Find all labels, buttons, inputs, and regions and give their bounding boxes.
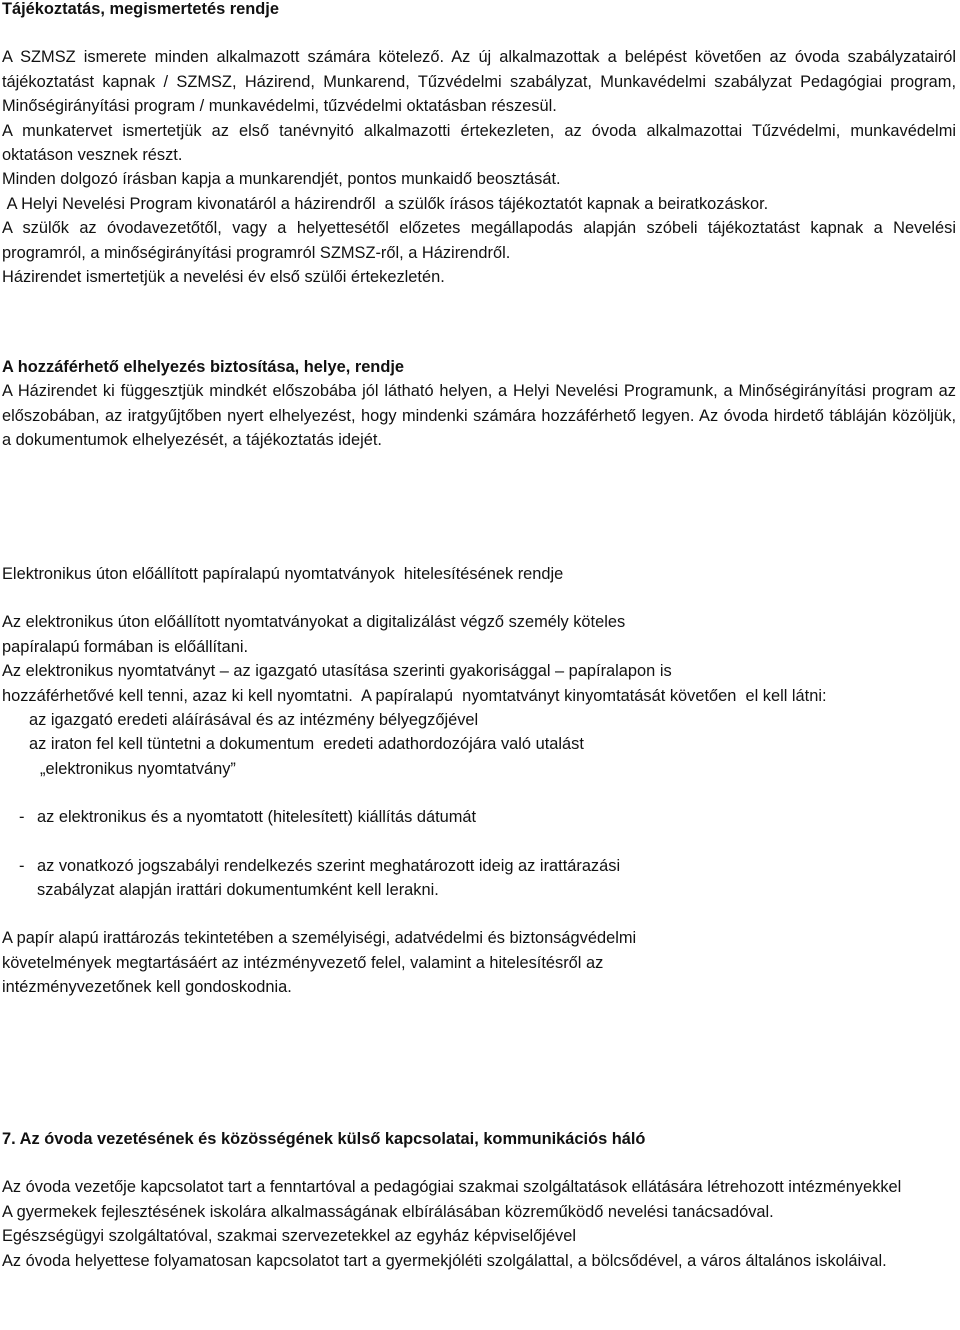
- section-heading: A hozzáférhető elhelyezés biztosítása, helye, rendje: [2, 358, 405, 376]
- dash-list-item: [2, 854, 956, 903]
- paragraph: A Házirendet ki függesztjük mindkét előszobába jól látható helyen, a Helyi Nevelési Programunk, a Minőségirányítási program az előszobában, az iratgyűjtőben nyert elhelyezést, hogy mindenki számára hozzáférhető legyen. Az óvoda hirdető tábláján közöljük, a dokumentumok elhelyezését, a tájékoztatás idejét.: [2, 382, 956, 450]
- section-heading: Elektronikus úton előállított papíralapú nyomtatványok hitelesítésének rendje: [2, 565, 564, 583]
- spacer: [2, 902, 956, 926]
- list-item-text-block: [37, 854, 956, 903]
- paragraph: Az óvoda helyettese folyamatosan kapcsolatot tart a gyermekjóléti szolgálattal, a bölcsődével, a város általános iskoláival.: [2, 1251, 887, 1270]
- section-heading: 7. Az óvoda vezetésének és közösségének külső kapcsolatai, kommunikációs háló: [2, 1130, 646, 1148]
- paragraph-line: A papír alapú irattározás tekintetében a személyiségi, adatvédelmi és biztonságvédelmi: [2, 929, 637, 948]
- spacer: [2, 781, 956, 805]
- paragraph: A szülők az óvodavezetőtől, vagy a helyettesétől előzetes megállapodás alapján szóbeli tájékoztatást kapnak a Nevelési programról, a minőségirányítási programról SZMSZ-ről, a Házirendről.: [2, 219, 956, 262]
- dash-bullet: -: [19, 856, 25, 875]
- paragraph-line: hozzáférhetővé kell tenni, azaz ki kell nyomtatni. A papíralapú nyomtatványt kinyomtatását követően el kell látni:: [2, 686, 827, 705]
- dash-list-item: [2, 805, 956, 829]
- list-item-text: az elektronikus és a nyomtatott (hitelesített) kiállítás dátumát: [37, 808, 477, 827]
- paragraph-line: Az elektronikus nyomtatványt – az igazgató utasítása szerinti gyakorisággal – papíralapon is: [2, 662, 672, 681]
- section-kapcsolatok: [2, 1127, 956, 1273]
- spacer: [2, 586, 956, 610]
- list-item: „elektronikus nyomtatvány”: [40, 759, 236, 778]
- paragraph-line: Az elektronikus úton előállított nyomtatványokat a digitalizálást végző személy köteles: [2, 613, 626, 632]
- paragraph: A munkatervet ismertetjük az első tanévnyitó alkalmazotti értekezleten, az óvoda alkalmazottai Tűzvédelmi, munkavédelmi oktatáson vesznek részt.: [2, 121, 956, 165]
- paragraph-line: papíralapú formában is előállítani.: [2, 637, 249, 656]
- section-tajekoztatas: [2, 0, 956, 289]
- paragraph-line: intézményvezetőnek kell gondoskodnia.: [2, 978, 292, 997]
- section-elektronikus: [2, 562, 956, 1000]
- spacer: [2, 830, 956, 854]
- paragraph: A SZMSZ ismerete minden alkalmazott számára kötelező. Az új alkalmazottak a belépést követően az óvoda szabályzatairól tájékoztatást kapnak / SZMSZ, Házirend, Munkarend, Tűzvédelmi szabályzat, Munkavédelmi szabályzat Pedagógiai program, Minőségirányítási program / munkavédelmi, tűzvédelmi oktatásban részesül.: [2, 48, 956, 116]
- spacer: [2, 1151, 956, 1175]
- spacer: [2, 21, 956, 45]
- section-heading: Tájékoztatás, megismertetés rendje: [2, 0, 279, 18]
- paragraph: Az óvoda vezetője kapcsolatot tart a fenntartóval a pedagógiai szakmai szolgáltatások ellátására létrehozott intézményekkel: [2, 1178, 902, 1197]
- section-hozzaferheto: [2, 355, 956, 453]
- paragraph: Egészségügyi szolgáltatóval, szakmai szervezetekkel az egyház képviselőjével: [2, 1227, 576, 1246]
- list-item: az igazgató eredeti aláírásával és az intézmény bélyegzőjével: [29, 711, 479, 730]
- paragraph: Házirendet ismertetjük a nevelési év első szülői értekezletén.: [2, 268, 445, 287]
- list-item-text: az vonatkozó jogszabályi rendelkezés szerint meghatározott ideig az irattárazási: [37, 856, 621, 875]
- list-item-text: szabályzat alapján irattári dokumentumként kell lerakni.: [37, 881, 439, 900]
- paragraph: A Helyi Nevelési Program kivonatáról a házirendről a szülők írásos tájékoztatót kapnak a beiratkozáskor.: [2, 194, 769, 213]
- paragraph: Minden dolgozó írásban kapja a munkarendjét, pontos munkaidő beosztását.: [2, 170, 561, 189]
- dash-bullet: -: [19, 808, 25, 827]
- paragraph-line: követelmények megtartásáért az intézményvezető felel, valamint a hitelesítésről az: [2, 953, 604, 972]
- paragraph: A gyermekek fejlesztésének iskolára alkalmasságának elbírálásában közreműködő nevelési tanácsadóval.: [2, 1202, 774, 1221]
- list-item: az iraton fel kell tüntetni a dokumentum eredeti adathordozójára való utalást: [29, 735, 584, 754]
